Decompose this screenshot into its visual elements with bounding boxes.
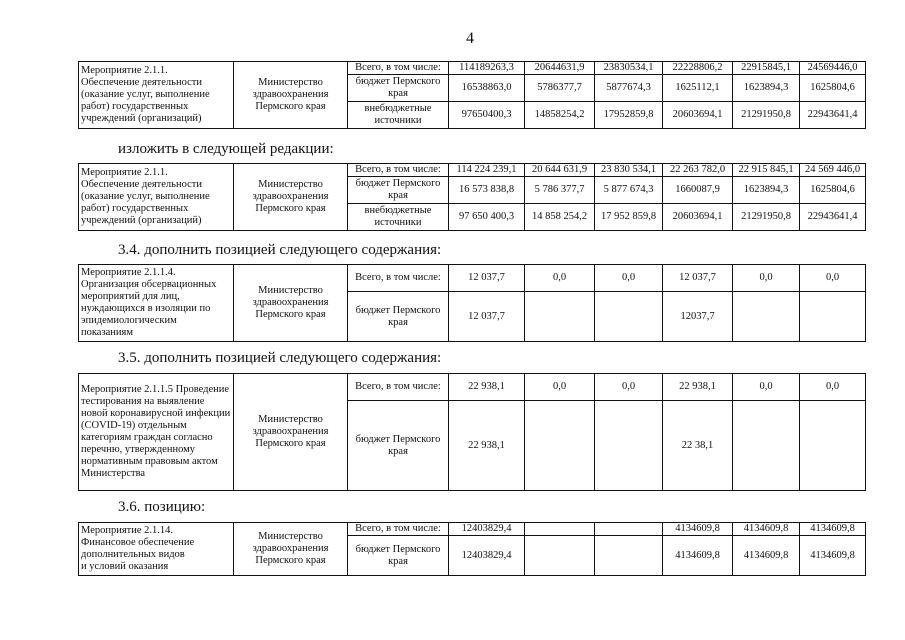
- value-cell: [525, 401, 595, 491]
- measure-name-cell: Мероприятие 2.1.1.4. Организация обсервационных мероприятий для лиц, нуждающихся в изоляции по эпидемиологическим показаниям: [79, 265, 234, 342]
- value-cell: [595, 401, 663, 491]
- value-cell: 22228806,2: [663, 62, 733, 75]
- value-cell: 24 569 446,0: [800, 164, 866, 177]
- value-cell: [800, 292, 866, 342]
- value-cell: 23830534,1: [595, 62, 663, 75]
- value-cell: 114 224 239,1: [449, 164, 525, 177]
- value-cell: 5877674,3: [595, 75, 663, 102]
- value-cell: 20603694,1: [663, 102, 733, 129]
- value-cell: 4134609,8: [733, 536, 800, 576]
- value-cell: [525, 292, 595, 342]
- value-cell: 0,0: [595, 374, 663, 401]
- measure-name-line: Обеспечение деятельности: [81, 179, 202, 190]
- ministry-cell: Министерство здравоохранения Пермского края: [234, 164, 348, 231]
- value-cell: [595, 536, 663, 576]
- value-cell: 24569446,0: [800, 62, 866, 75]
- measure-name-line: учреждений (организаций): [81, 215, 202, 226]
- measure-name-line: и условий оказания: [81, 561, 169, 572]
- source-cell: внебюджетные источники: [348, 204, 449, 231]
- source-cell: внебюджетные источники: [348, 102, 449, 129]
- measure-name-line: Мероприятие 2.1.1.: [81, 167, 168, 178]
- value-cell: 4134609,8: [800, 536, 866, 576]
- page-number: 4: [466, 30, 474, 47]
- source-cell: бюджет Пермского края: [348, 292, 449, 342]
- source-cell: Всего, в том числе:: [348, 523, 449, 536]
- source-cell: бюджет Пермского края: [348, 401, 449, 491]
- table-2-1-1-5: [78, 373, 866, 491]
- measure-name-line: Мероприятие 2.1.14.: [81, 525, 174, 536]
- measure-name-line: работ) государственных: [81, 203, 189, 214]
- value-cell: 0,0: [733, 265, 800, 292]
- value-cell: 0,0: [800, 374, 866, 401]
- value-cell: 22915845,1: [733, 62, 800, 75]
- value-cell: 97650400,3: [449, 102, 525, 129]
- value-cell: 4134609,8: [800, 523, 866, 536]
- value-cell: 12403829,4: [449, 536, 525, 576]
- table-2-1-14: [78, 522, 866, 576]
- section-heading: 3.4. дополнить позицией следующего содержания:: [118, 242, 442, 258]
- section-heading: изложить в следующей редакции:: [118, 141, 334, 157]
- value-cell: 1625112,1: [663, 75, 733, 102]
- value-cell: [733, 292, 800, 342]
- value-cell: 5786377,7: [525, 75, 595, 102]
- measure-name-line: работ) государственных: [81, 101, 189, 112]
- value-cell: [525, 523, 595, 536]
- table-current-2-1-1: [78, 61, 866, 129]
- value-cell: 4134609,8: [663, 536, 733, 576]
- value-cell: 20603694,1: [663, 204, 733, 231]
- value-cell: 4134609,8: [733, 523, 800, 536]
- measure-name-cell: [79, 164, 234, 231]
- value-cell: 0,0: [525, 374, 595, 401]
- ministry-cell: Министерство здравоохранения Пермского края: [234, 62, 348, 129]
- measure-name-cell: [79, 523, 234, 576]
- value-cell: 97 650 400,3: [449, 204, 525, 231]
- ministry-cell: Министерство здравоохранения Пермского края: [234, 523, 348, 576]
- value-cell: 1625804,6: [800, 177, 866, 204]
- section-heading: 3.6. позицию:: [118, 499, 206, 515]
- value-cell: 22 915 845,1: [733, 164, 800, 177]
- value-cell: 1625804,6: [800, 75, 866, 102]
- value-cell: 21291950,8: [733, 102, 800, 129]
- value-cell: 22 938,1: [449, 374, 525, 401]
- value-cell: 20644631,9: [525, 62, 595, 75]
- value-cell: 20 644 631,9: [525, 164, 595, 177]
- value-cell: 17952859,8: [595, 102, 663, 129]
- source-cell: бюджет Пермского края: [348, 75, 449, 102]
- source-cell: бюджет Пермского края: [348, 177, 449, 204]
- source-cell: Всего, в том числе:: [348, 164, 449, 177]
- measure-name-line: дополнительных видов: [81, 549, 185, 560]
- value-cell: 12403829,4: [449, 523, 525, 536]
- value-cell: 22 938,1: [449, 401, 525, 491]
- value-cell: 1623894,3: [733, 177, 800, 204]
- value-cell: [525, 536, 595, 576]
- value-cell: 22 938,1: [663, 374, 733, 401]
- measure-name-line: (оказание услуг, выполнение: [81, 191, 210, 202]
- value-cell: [733, 401, 800, 491]
- value-cell: 0,0: [525, 265, 595, 292]
- source-cell: Всего, в том числе:: [348, 374, 449, 401]
- ministry-cell: Министерство здравоохранения Пермского края: [234, 374, 348, 491]
- value-cell: 22943641,4: [800, 102, 866, 129]
- source-cell: Всего, в том числе:: [348, 62, 449, 75]
- value-cell: 12 037,7: [449, 292, 525, 342]
- source-cell: бюджет Пермского края: [348, 536, 449, 576]
- measure-name-cell: Мероприятие 2.1.1.5 Проведение тестирования на выявление новой коронавирусной инфекции (COVID-19) отдельным категориям граждан согласно перечню, утвержденному нормативным правовым актом Министерства: [79, 374, 234, 491]
- ministry-cell: Министерство здравоохранения Пермского края: [234, 265, 348, 342]
- value-cell: 14858254,2: [525, 102, 595, 129]
- measure-name-cell: [79, 62, 234, 129]
- table-2-1-1-4: [78, 264, 866, 342]
- measure-name-line: Финансовое обеспечение: [81, 537, 195, 548]
- section-heading: 3.5. дополнить позицией следующего содержания:: [118, 350, 442, 366]
- value-cell: 5 877 674,3: [595, 177, 663, 204]
- value-cell: 22943641,4: [800, 204, 866, 231]
- source-cell: Всего, в том числе:: [348, 265, 449, 292]
- value-cell: 14 858 254,2: [525, 204, 595, 231]
- table-new-2-1-1: [78, 163, 866, 231]
- value-cell: 12037,7: [663, 292, 733, 342]
- value-cell: 12 037,7: [449, 265, 525, 292]
- value-cell: [800, 401, 866, 491]
- value-cell: 12 037,7: [663, 265, 733, 292]
- value-cell: 22 263 782,0: [663, 164, 733, 177]
- value-cell: [595, 523, 663, 536]
- value-cell: [595, 292, 663, 342]
- value-cell: 5 786 377,7: [525, 177, 595, 204]
- measure-name-line: (оказание услуг, выполнение: [81, 89, 210, 100]
- value-cell: 114189263,3: [449, 62, 525, 75]
- value-cell: 0,0: [595, 265, 663, 292]
- value-cell: 0,0: [800, 265, 866, 292]
- value-cell: 23 830 534,1: [595, 164, 663, 177]
- value-cell: 1623894,3: [733, 75, 800, 102]
- value-cell: 0,0: [733, 374, 800, 401]
- measure-name-line: учреждений (организаций): [81, 113, 202, 124]
- value-cell: 21291950,8: [733, 204, 800, 231]
- value-cell: 4134609,8: [663, 523, 733, 536]
- measure-name-line: Мероприятие 2.1.1.: [81, 65, 168, 76]
- value-cell: 17 952 859,8: [595, 204, 663, 231]
- value-cell: 16538863,0: [449, 75, 525, 102]
- value-cell: 1660087,9: [663, 177, 733, 204]
- value-cell: 22 38,1: [663, 401, 733, 491]
- value-cell: 16 573 838,8: [449, 177, 525, 204]
- measure-name-line: Обеспечение деятельности: [81, 77, 202, 88]
